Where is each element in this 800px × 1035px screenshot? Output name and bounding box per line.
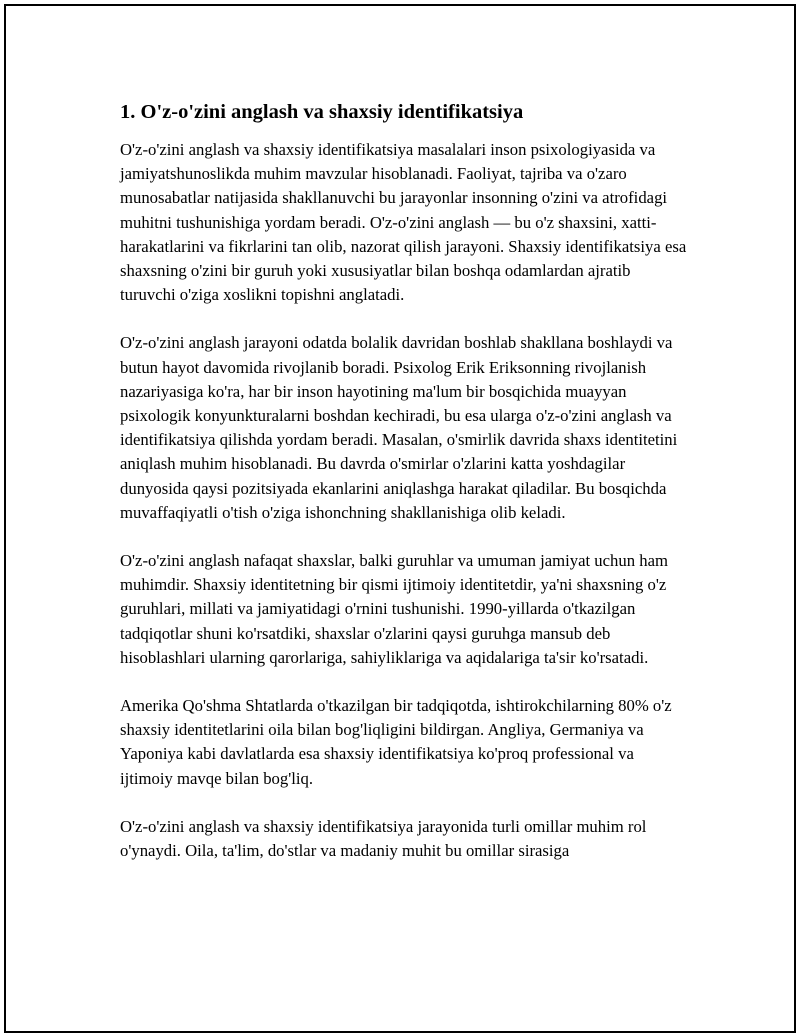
paragraph-3: O'z-o'zini anglash nafaqat shaxslar, balki guruhlar va umuman jamiyat uchun ham muhimdir. Shaxsiy identitetning bir qismi ijtimoiy identitetdir, ya'ni shaxsning o'z guruhlari, millati va jamiyatidagi o'rnini tushunishi. 1990-yillarda o'tkazilgan tadqiqotlar shuni ko'rsatdiki, shaxslar o'zlarini qaysi guruhga mansub deb hisoblashlari ularning qarorlariga, sahiyliklariga va aqidalariga ta'sir ko'rsatadi. [120, 551, 668, 667]
section-heading: 1. O'z-o'zini anglash va shaxsiy identifikatsiya [120, 101, 524, 123]
paragraph-2: O'z-o'zini anglash jarayoni odatda bolalik davridan boshlab shakllana boshlaydi va butun hayot davomida rivojlanib boradi. Psixolog Erik Eriksonning rivojlanish nazariyasiga ko'ra, har bir inson hayotining ma'lum bir bosqichida muayyan psixologik konyunkturalarni boshdan kechiradi, bu esa ularga o'z-o'zini anglash va identifikatsiya qilishda yordam beradi. Masalan, o'smirlik davrida shaxs identitetini aniqlash muhim hisoblanadi. Bu davrda o'smirlar o'zlarini katta yoshdagilar dunyosida qaysi pozitsiyada ekanlarini aniqlashga harakat qiladilar. Bu bosqichda muvaffaqiyatli o'tish o'ziga ishonchning shakllanishiga olib keladi. [120, 333, 678, 522]
page-frame [4, 4, 796, 1033]
paragraph-5: O'z-o'zini anglash va shaxsiy identifikatsiya jarayonida turli omillar muhim rol o'ynaydi. Oila, ta'lim, do'stlar va madaniy muhit bu omillar sirasiga [120, 816, 647, 861]
paragraph-4: Amerika Qo'shma Shtatlarda o'tkazilgan bir tadqiqotda, ishtirokchilarning 80% o'z shaxsiy identitetlarini oila bilan bog'liqligini bildirgan. Angliya, Germaniya va Yaponiya kabi davlatlarda esa shaxsiy identifikatsiya ko'proq professional va ijtimoiy mavqe bilan bog'liq. [120, 696, 672, 788]
paragraph-1: O'z-o'zini anglash va shaxsiy identifikatsiya masalalari inson psixologiyasida va jamiyatshunoslikda muhim mavzular hisoblanadi. Faoliyat, tajriba va o'zaro munosabatlar natijasida shakllanuvchi bu jarayonlar insonning o'zini va atrofidagi muhitni tushunishiga yordam beradi. O'z-o'zini anglash — bu o'z shaxsini, xatti-harakatlarini va fikrlarini tan olib, nazorat qilish jarayoni. Shaxsiy identifikatsiya esa shaxsning o'zini bir guruh yoki xususiyatlar bilan boshqa odamlardan ajratib turuvchi o'ziga xoslikni topishni anglatadi. [120, 140, 687, 305]
document-body [120, 98, 690, 887]
